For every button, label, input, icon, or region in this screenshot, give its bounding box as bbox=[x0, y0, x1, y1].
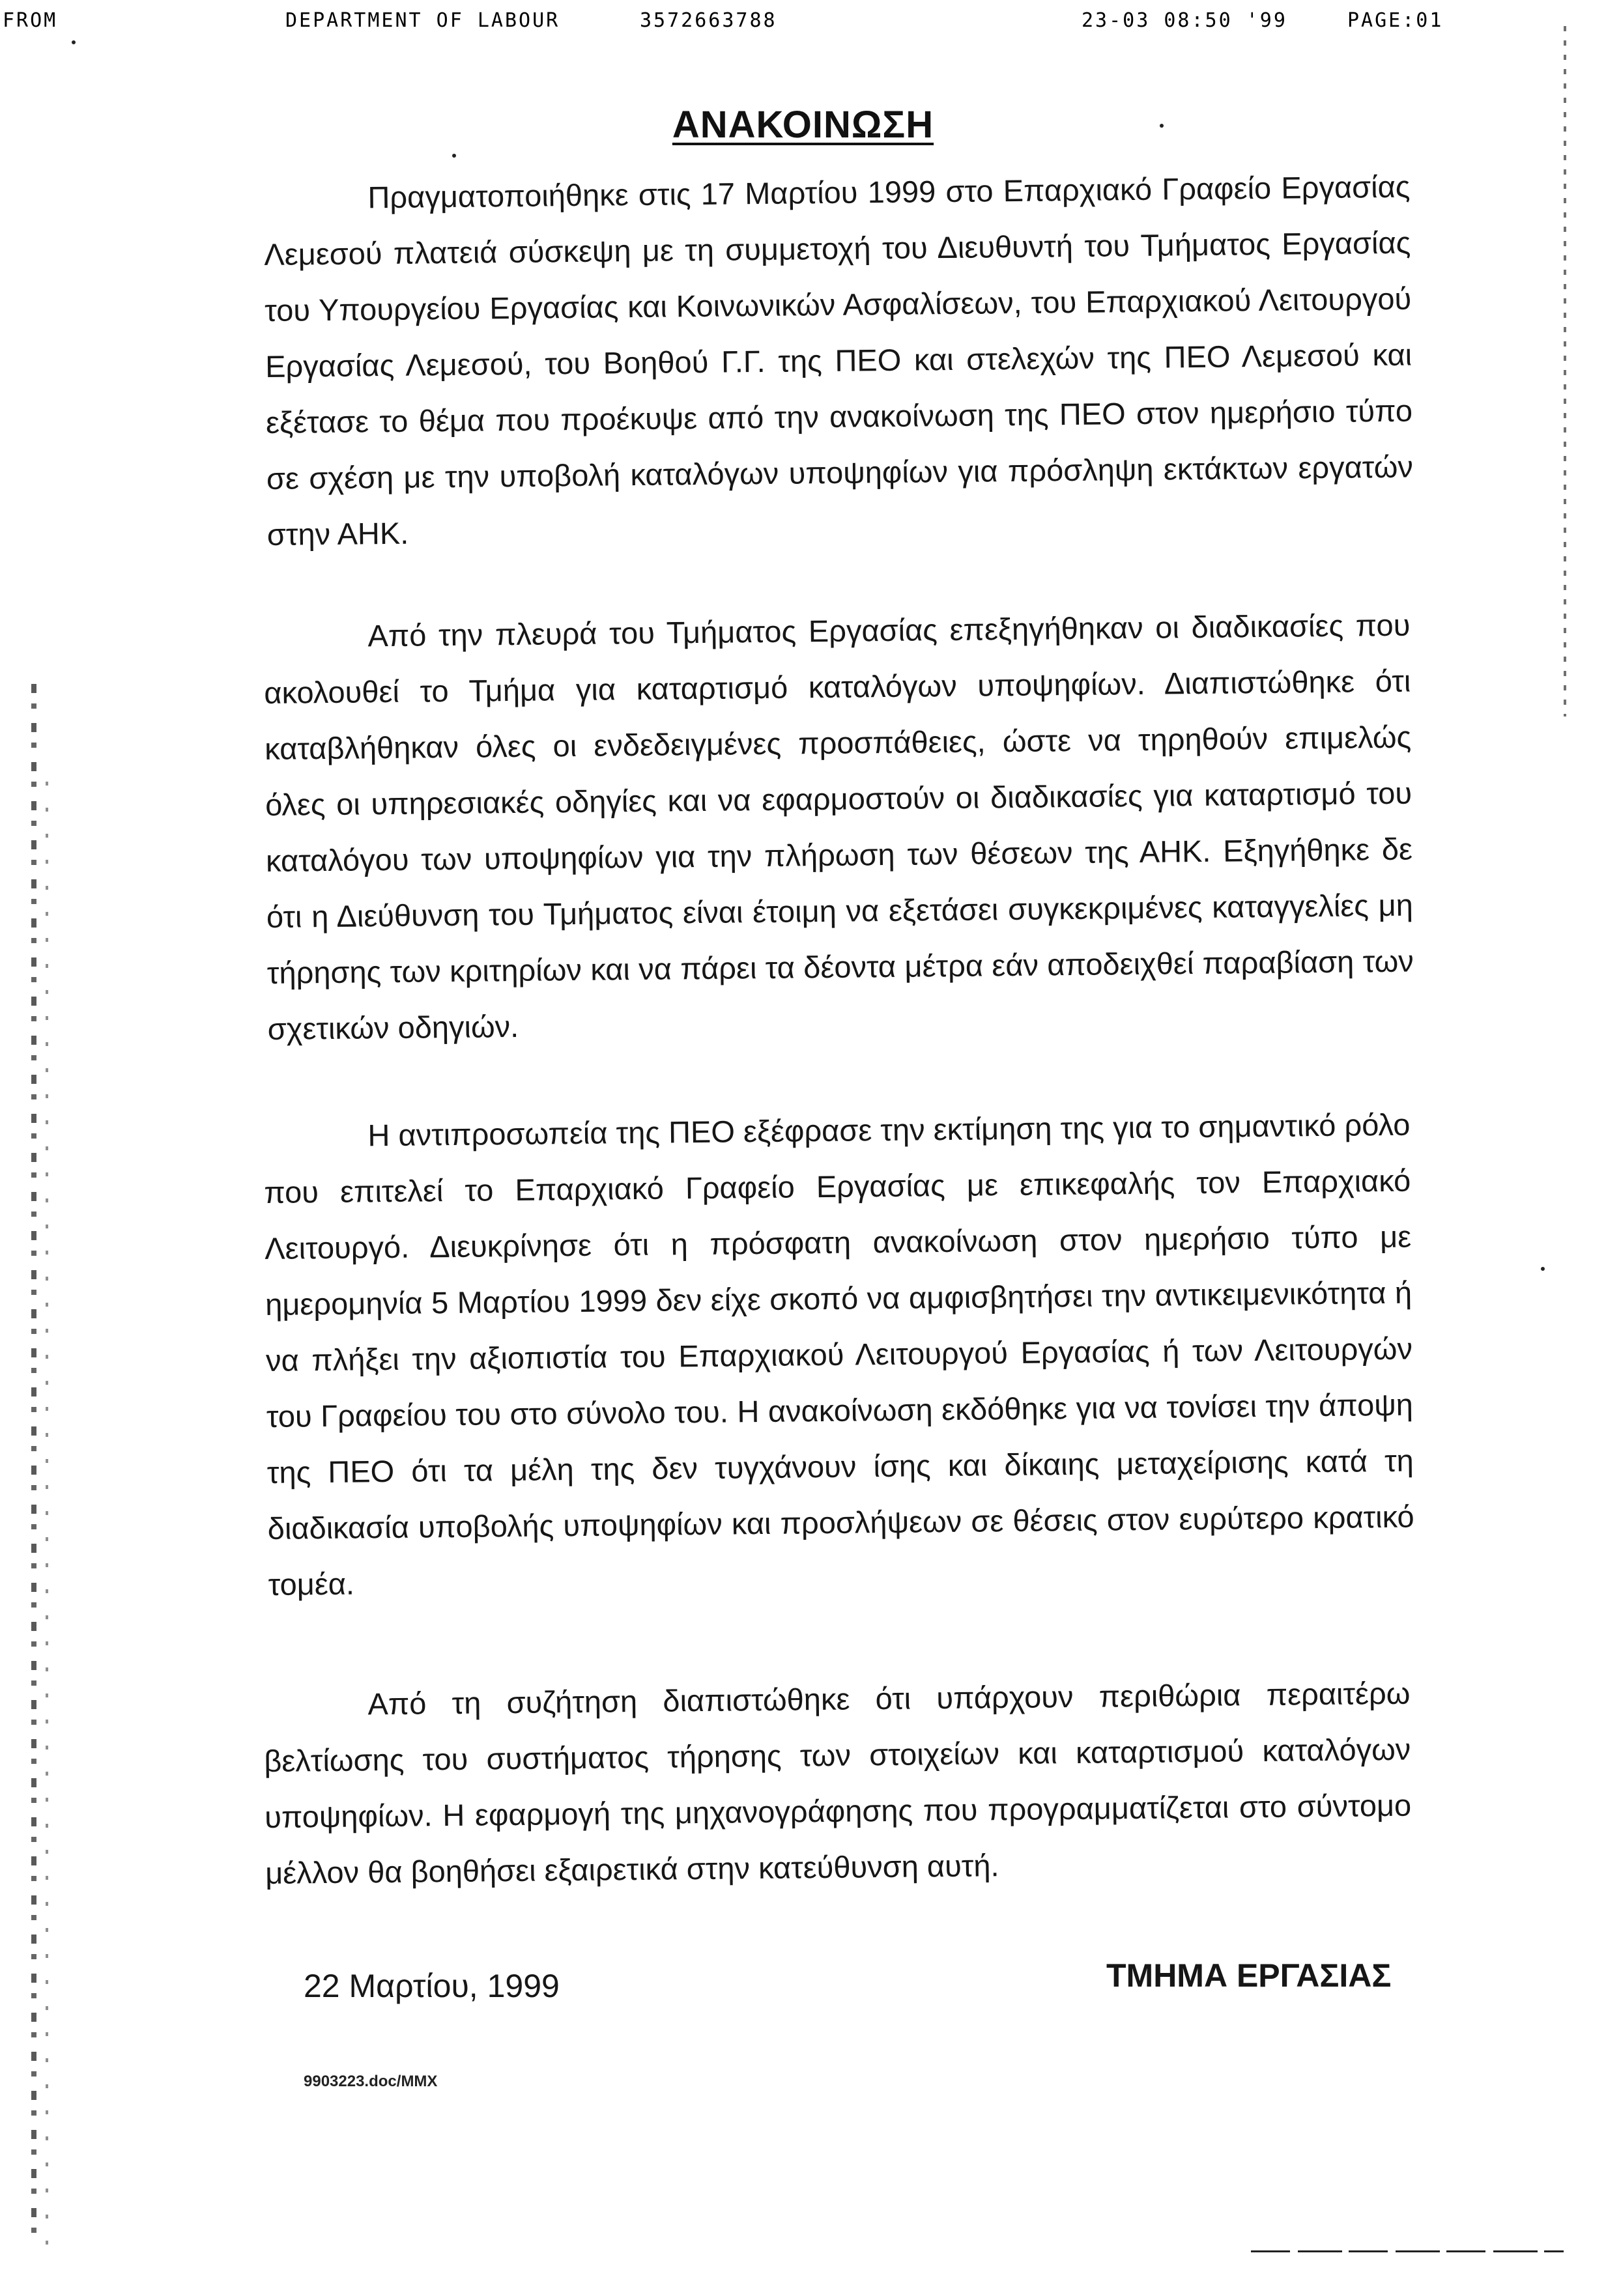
fax-phone-number: 3572663788 bbox=[640, 9, 777, 32]
paragraph-2 bbox=[263, 597, 1414, 1057]
scan-speck bbox=[1160, 124, 1164, 128]
scan-artifact-left-edge bbox=[31, 684, 36, 2247]
scan-speck bbox=[72, 40, 76, 44]
paragraph-3-text: Η αντιπροσωπεία της ΠΕΟ εξέφρασε την εκτίμηση της για το σημαντικό ρόλο που επιτελεί το Επαρχιακό Γραφείο Εργασίας με επικεφαλής τον Επαρχιακό Λειτουργό. Διευκρίνησε ότι η πρόσφατη ανακοίνωση στον ημερήσιο τύπο με ημερομηνία 5 Μαρτίου 1999 δεν είχε σκοπό να αμφισβητήσει την αντικειμενικότητα ή να πλήξει την αξιοπιστία του Επαρχιακού Λειτουργού Εργασίας ή των Λειτουργών του Γραφείου του στο σύνολο του. Η ανακοίνωση εκδόθηκε για να τονίσει την άποψη της ΠΕΟ ότι τα μέλη της δεν τυγχάνουν ίσης και δίκαιης μεταχείρισης κατά τη διαδικασία υποβολής υποψηφίων και προσλήψεων σε θέσεις στον ευρύτερο κρατικό τομέα. bbox=[264, 1107, 1414, 1602]
document-date: 22 Μαρτίου, 1999 bbox=[304, 1968, 560, 2004]
scan-artifact-left-edge-inner bbox=[46, 782, 48, 2247]
paragraph-1 bbox=[263, 159, 1414, 563]
paragraph-3 bbox=[263, 1097, 1415, 1613]
fax-header bbox=[0, 9, 1606, 42]
paragraph-4 bbox=[263, 1665, 1412, 1901]
paragraph-2-text: Από την πλευρά του Τμήματος Εργασίας επεξηγήθηκαν οι διαδικασίες που ακολουθεί το Τμήμα για καταρτισμό καταλόγων υποψηφίων. Διαπιστώθηκε ότι καταβλήθηκαν όλες οι ενδεδειγμένες προσπάθειες, ώστε να τηρηθούν επιμελώς όλες οι υπηρεσιακές οδηγίες και να εφαρμοστούν οι διαδικασίες για καταρτισμό του καταλόγου των υποψηφίων για την πλήρωση των θέσεων της ΑΗΚ. Εξηγήθηκε δε ότι η Διεύθυνση του Τμήματος είναι έτοιμη να εξετάσει συγκεκριμένες καταγγελίες μη τήρησης των κριτηρίων και να πάρει τα δέοντα μέτρα εάν αποδειχθεί παραβίαση των σχετικών οδηγιών. bbox=[264, 607, 1414, 1046]
fax-from-label: FROM bbox=[3, 9, 58, 32]
document-title: ΑΝΑΚΟΙΝΩΣΗ bbox=[672, 104, 934, 146]
fax-page-number: PAGE:01 bbox=[1347, 9, 1444, 32]
fax-datetime: 23-03 08:50 '99 bbox=[1082, 9, 1287, 32]
scan-speck bbox=[452, 154, 456, 158]
file-reference: 9903223.doc/MMX bbox=[304, 2073, 438, 2090]
scan-speck bbox=[1541, 1267, 1545, 1271]
fax-sender-name: DEPARTMENT OF LABOUR bbox=[285, 9, 560, 32]
scan-artifact-right-edge bbox=[1564, 26, 1566, 716]
signature-department: ΤΜΗΜΑ ΕΡΓΑΣΙΑΣ bbox=[1106, 1957, 1392, 1994]
paragraph-4-text: Από τη συζήτηση διαπιστώθηκε ότι υπάρχουν περιθώρια περαιτέρω βελτίωσης του συστήματος τήρησης των στοιχείων και καταρτισμού καταλόγων υποψηφίων. Η εφαρμογή της μηχανογράφησης που προγραμματίζεται στο σύντομο μέλλον θα βοηθήσει εξαιρετικά στην κατεύθυνση αυτή. bbox=[264, 1675, 1412, 1890]
paragraph-1-text: Πραγματοποιήθηκε στις 17 Μαρτίου 1999 στο Επαρχιακό Γραφείο Εργασίας Λεμεσού πλατειά σύσκεψη με τη συμμετοχή του Διευθυντή του Τμήματος Εργασίας του Υπουργείου Εργασίας και Κοινωνικών Ασφαλίσεων, του Επαρχιακού Λειτουργού Εργασίας Λεμεσού, του Βοηθού Γ.Γ. της ΠΕΟ και στελεχών της ΠΕΟ Λεμεσού και εξέτασε το θέμα που προέκυψε από την ανακοίνωση της ΠΕΟ στον ημερήσιο τύπο σε σχέση με την υποβολή καταλόγων υποψηφίων για πρόσληψη εκτάκτων εργατών στην ΑΗΚ. bbox=[264, 169, 1414, 552]
scan-artifact-bottom-line bbox=[1251, 2250, 1564, 2252]
